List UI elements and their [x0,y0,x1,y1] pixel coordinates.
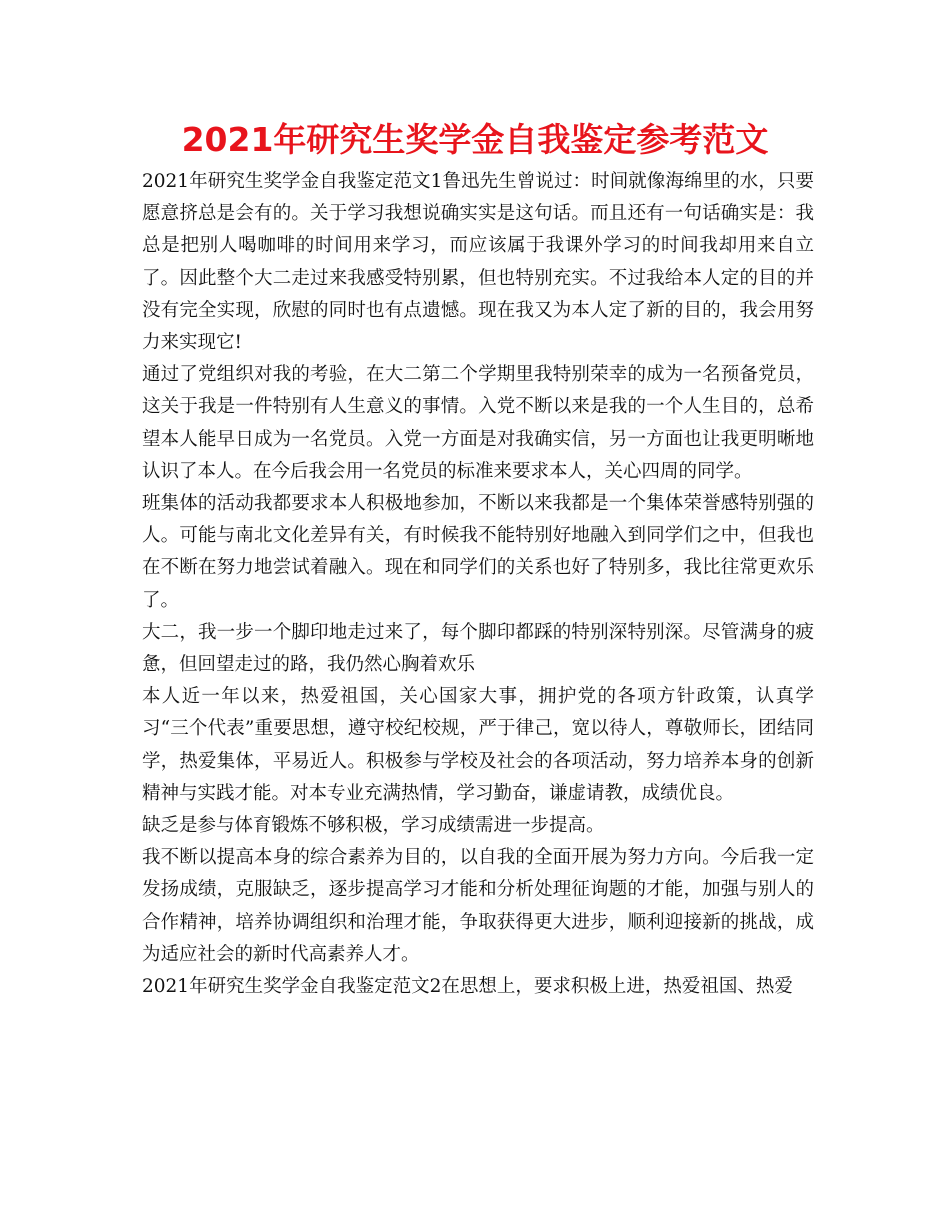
paragraph-2: 通过了党组织对我的考验，在大二第二个学期里我特别荣幸的成为一名预备党员，这关于我是一件特别有人生意义的事情。入党不断以来是我的一个人生目的，总希望本人能早日成为一名党员。入党一方面是对我确实信，另一方面也让我更明晰地认识了本人。在今后我会用一名党员的标准来要求本人，关心四周的同学。 [142,364,814,482]
paragraph-5: 本人近一年以来，热爱祖国，关心国家大事，拥护党的各项方针政策，认真学习“三个代表”重要思想，遵守校纪校规，严于律己，宽以待人，尊敬师长，团结同学，热爱集体，平易近人。积极参与学校及社会的各项活动，努力培养本身的创新精神与实践才能。对本专业充满热情，学习勤奋，谦虚请教，成绩优良。 [142,686,814,804]
paragraph-7: 我不断以提高本身的综合素养为目的，以自我的全面开展为努力方向。今后我一定发扬成绩，克服缺乏，逐步提高学习才能和分析处理征询题的才能，加强与别人的合作精神，培养协调组织和治理才能，争取获得更大进步，顺利迎接新的挑战，成为适应社会的新时代高素养人才。 [142,847,814,965]
paragraph-1: 2021年研究生奖学金自我鉴定范文1鲁迅先生曾说过：时间就像海绵里的水，只要愿意挤总是会有的。关于学习我想说确实实是这句话。而且还有一句话确实是：我总是把别人喝咖啡的时间用来学习，而应该属于我课外学习的时间我却用来自立了。因此整个大二走过来我感受特别累，但也特别充实。不过我给本人定的目的并没有完全实现，欣慰的同时也有点遗憾。现在我又为本人定了新的目的，我会用努力来实现它! [142,171,814,354]
paragraph-4: 大二，我一步一个脚印地走过来了，每个脚印都踩的特别深特别深。尽管满身的疲惫，但回望走过的路，我仍然心胸着欢乐 [142,621,814,676]
document-title: 2021年研究生奖学金自我鉴定参考范文 [181,120,769,159]
paragraph-3: 班集体的活动我都要求本人积极地参加，不断以来我都是一个集体荣誉感特别强的人。可能与南北文化差异有关，有时候我不能特别好地融入到同学们之中，但我也在不断在努力地尝试着融入。现在和同学们的关系也好了特别多，我比往常更欢乐了。 [142,493,814,611]
paragraph-8: 2021年研究生奖学金自我鉴定范文2在思想上，要求积极上进，热爱祖国、热爱 [142,976,793,998]
paragraph-6: 缺乏是参与体育锻炼不够积极，学习成绩需进一步提高。 [142,815,605,837]
document-body [142,166,814,1003]
